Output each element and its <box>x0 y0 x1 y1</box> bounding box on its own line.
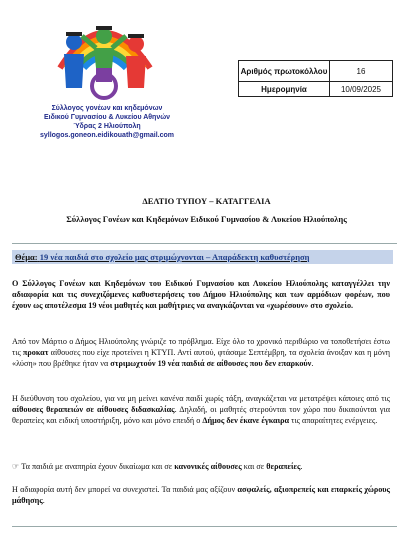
emphasis-prefab: προκατ <box>22 348 49 357</box>
protocol-number-value: 16 <box>330 61 393 82</box>
paragraph-rights <box>12 461 390 472</box>
paragraph-intro: Ο Σύλλογος Γονέων και Κηδεμόνων του Ειδικού Γυμνασίου και Λυκείου Ηλιούπολης καταγγέλλει την αδιαφορία και τις συνεχιζόμενες καθυστερήσεις του Δήμου Ηλιούπολης και των αρμόδιων φορέων, που έχουν ως αποτέλεσμα 19 νέοι μαθητές και μαθήτριες να αναγκάζονται να «χωρέσουν» στο σχολείο. <box>12 279 390 310</box>
text-segment: Από τον Μάρτιο ο Δήμος Ηλιούπολης γνώριζε το πρόβλημα. Είχε όλο το χρονικό περιθώριο να τοποθετήσει έστω τις <box>12 337 390 357</box>
org-name: Σύλλογος γονέων και κηδεμόνων <box>51 105 163 112</box>
text-segment: . <box>42 496 45 505</box>
org-email: syllogos.goneon.eidikouath@gmail.com <box>39 132 174 139</box>
emphasis-safe-spaces: ασφαλείς, αξιοπρεπείς και επαρκείς χώρους μάθησης <box>12 485 390 505</box>
text-segment: Η διεύθυνση του σχολείου, για να μη μείνει κανένα παιδί χωρίς τάξη, αναγκάζεται να μετατρέψει κάποιες από τις <box>12 394 390 403</box>
paragraph-therapy-rooms <box>12 393 390 426</box>
text-segment: Η αδιαφορία αυτή δεν μπορεί να συνεχιστεί. Τα παιδιά μας αξίζουν <box>12 485 238 494</box>
date-label: Ημερομηνία <box>239 82 330 97</box>
text-segment: και σε <box>241 462 267 471</box>
text-segment: αίθουσες που είχε προτείνει η ΚΤΥΠ. Αντί αυτού, φτάσαμε Σεπτέμβρη, τα σχολεία άνοιξαν και η μόνη «λύση» που βρέθηκε ήταν να <box>12 348 390 368</box>
date-value: 10/09/2025 <box>330 82 393 97</box>
text-segment: . <box>311 359 314 368</box>
text-segment: . <box>300 462 303 471</box>
protocol-table <box>238 60 393 97</box>
association-info <box>22 104 192 140</box>
text-segment: τις απαραίτητες ενέργειες. <box>289 416 378 425</box>
subject-label: Θέμα: <box>15 252 38 262</box>
subject-text: 19 νέα παιδιά στο σχολείο μας στριμώχνονται – Απαράδεκτη καθυστέρηση <box>39 252 310 262</box>
document-subtitle: Σύλλογος Γονέων και Κηδεμόνων Ειδικού Γυμνασίου & Λυκείου Ηλιούπολης <box>66 214 347 224</box>
association-logo <box>52 6 157 106</box>
divider-bottom <box>12 526 397 527</box>
text-segment: ☞ Τα παιδιά με αναπηρία έχουν δικαίωμα και σε <box>12 462 175 471</box>
document-title: ΔΕΛΤΙΟ ΤΥΠΟΥ – ΚΑΤΑΓΓΕΛΙΑ <box>142 196 271 206</box>
protocol-number-label: Αριθμός πρωτοκόλλου <box>239 61 330 82</box>
emphasis-19-students: στριμωχτούν 19 νέα παιδιά σε αίθουσες που δεν επαρκούν <box>110 359 312 368</box>
org-school: Ειδικού Γυμνασίου & Λυκείου Αθηνών <box>43 114 171 121</box>
emphasis-therapies: θεραπείες <box>266 462 301 471</box>
paragraph-conclusion <box>12 484 390 506</box>
org-address: Ύδρας 2 Ηλιούπολη <box>73 123 141 130</box>
emphasis-municipality: Δήμος δεν έκανε έγκαιρα <box>202 416 290 425</box>
text-segment: . Δηλαδή, οι μαθητές στερούνται τον χώρο που δικαιούνται για θεραπείες και ειδική υποστήριξη, μόνο και μόνο επειδή ο <box>12 405 390 425</box>
paragraph-background <box>12 336 390 369</box>
subject-line <box>12 250 393 264</box>
divider-top <box>12 243 397 244</box>
emphasis-therapy-rooms: αίθουσες θεραπειών σε αίθουσες διδασκαλίας <box>12 405 175 414</box>
emphasis-classrooms: κανονικές αίθουσες <box>174 462 242 471</box>
